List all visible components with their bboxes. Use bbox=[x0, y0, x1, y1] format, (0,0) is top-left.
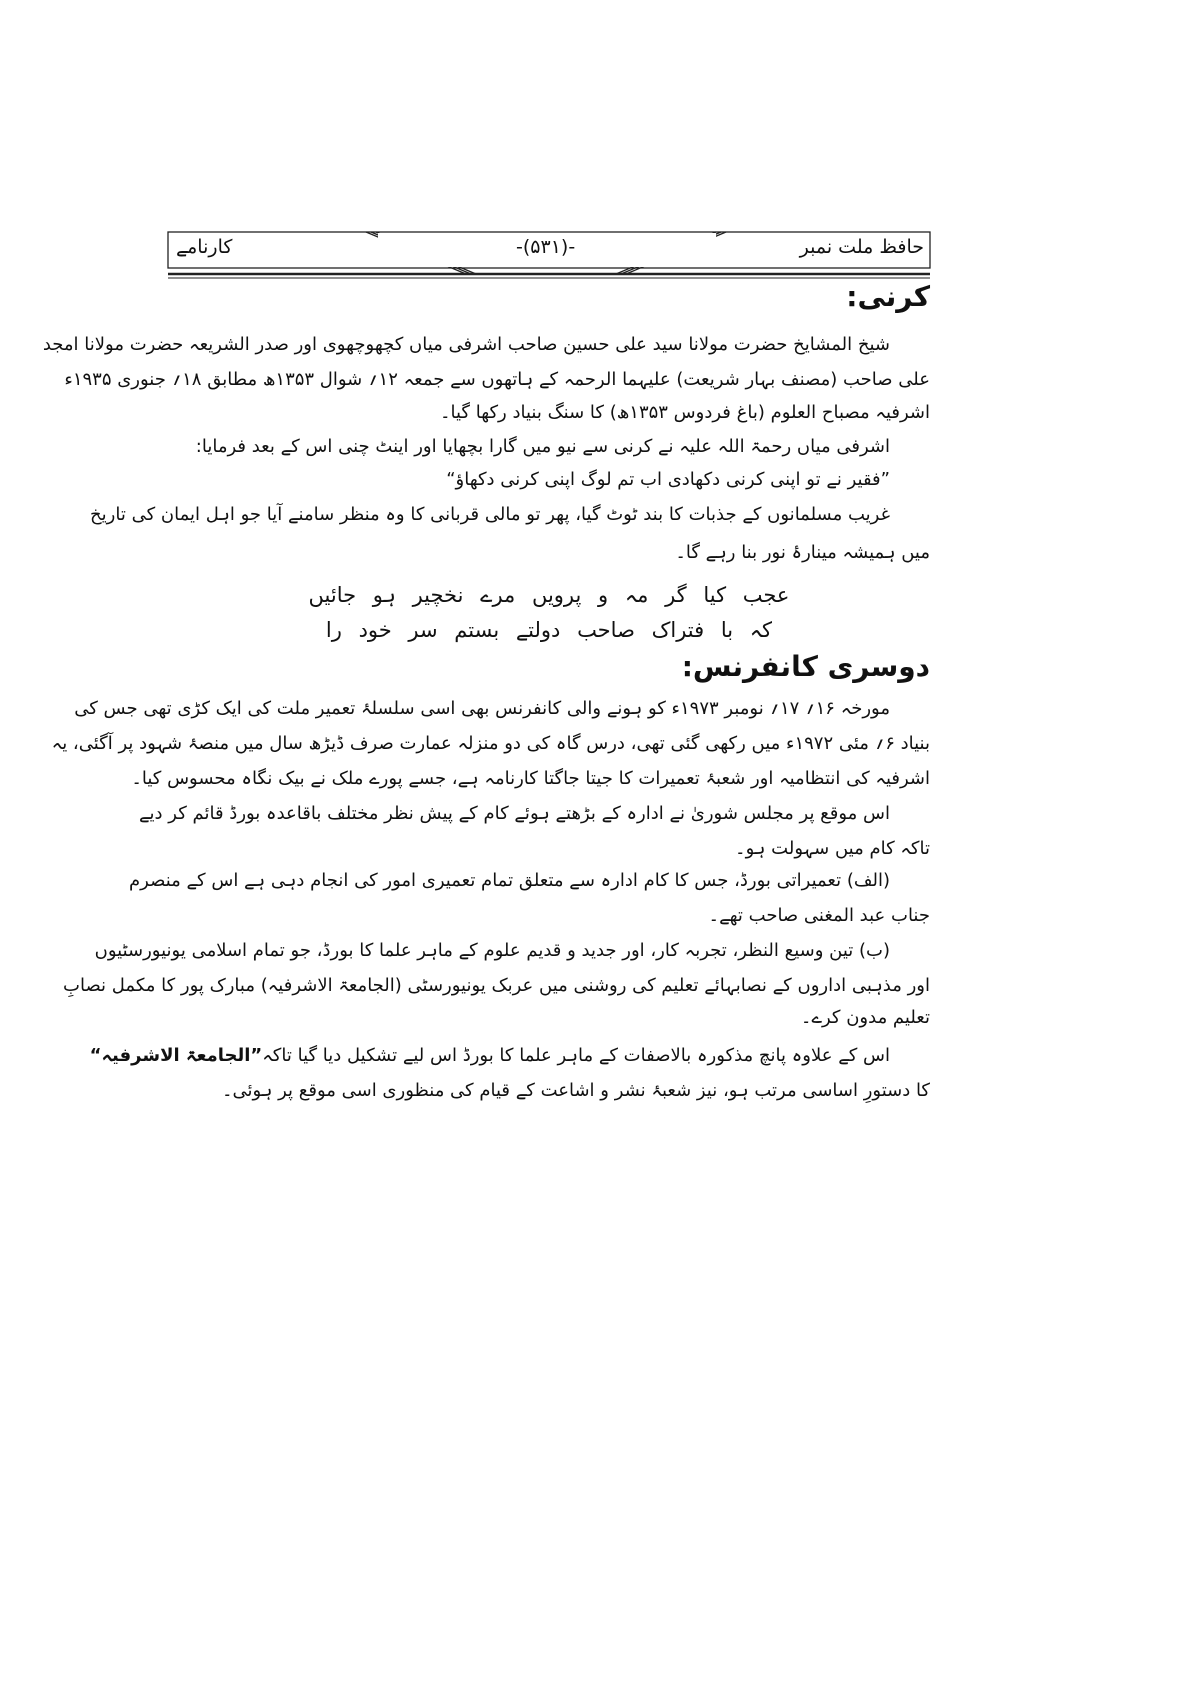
body-line: اور مذہبی اداروں کے نصابہائے تعلیم کی روشنی میں عربک یونیورسٹی (الجامعۃ الاشرفیہ) مبارک پور کا مکمل نصابِ bbox=[63, 975, 930, 996]
body-line: اس موقع پر مجلس شوریٰ نے ادارہ کے بڑھتے ہوئے کام کے پیش نظر مختلف باقاعدہ بورڈ قائم کر دیے bbox=[138, 803, 890, 824]
emphasized-institution-name: ”الجامعۃ الاشرفیہ“ bbox=[89, 1045, 263, 1066]
body-line: تعلیم مدون کرے۔ bbox=[800, 1007, 930, 1028]
body-line: جناب عبد المغنی صاحب تھے۔ bbox=[708, 905, 930, 926]
section-heading: دوسری کانفرنس: bbox=[681, 650, 930, 683]
body-line: شیخ المشایخ حضرت مولانا سید علی حسین صاحب اشرفی میاں کچھوچھوی اور صدر الشریعہ حضرت مولانا امجد bbox=[42, 334, 890, 355]
page-number: -(۵۳۱)- bbox=[516, 236, 576, 258]
body-line: (الف) تعمیراتی بورڈ، جس کا کام ادارہ سے متعلق تمام تعمیری امور کی انجام دہی ہے اس کے منصرم bbox=[129, 870, 890, 891]
verse-line: عجب کیا گر مہ و پرویں مرے نخچیر ہو جائیں bbox=[308, 583, 790, 607]
body-line: (ب) تین وسیع النظر، تجربہ کار، اور جدید و قدیم علوم کے ماہر علما کا بورڈ، جو تمام اسلامی یونیورسٹیوں bbox=[94, 940, 890, 961]
section-heading: کرنی: bbox=[846, 280, 930, 313]
body-line: اشرفیہ کی انتظامیہ اور شعبۂ تعمیرات کا جیتا جاگتا کارنامہ ہے، جسے پورے ملک نے بیک نگاہ محسوس کیا۔ bbox=[131, 768, 930, 789]
verse-line: کہ با فتراک صاحب دولتے بستم سر خود را bbox=[325, 618, 773, 642]
body-line: میں ہمیشہ مینارۂ نور بنا رہے گا۔ bbox=[675, 542, 930, 563]
running-header bbox=[166, 228, 932, 280]
body-line: غریب مسلمانوں کے جذبات کا بند ٹوٹ گیا، پھر تو مالی قربانی کا وہ منظر سامنے آیا جو اہل ایمان کی تاریخ bbox=[90, 504, 890, 525]
body-line: تاکہ کام میں سہولت ہو۔ bbox=[735, 838, 930, 859]
body-line: اشرفی میاں رحمۃ اللہ علیہ نے کرنی سے نیو میں گارا بچھایا اور اینٹ چنی اس کے بعد فرمایا: bbox=[195, 436, 890, 457]
body-line: اشرفیہ مصباح العلوم (باغ فردوس ۱۳۵۳ھ) کا سنگ بنیاد رکھا گیا۔ bbox=[439, 402, 930, 423]
body-line: علی صاحب (مصنف بہار شریعت) علیہما الرحمہ کے ہاتھوں سے جمعہ ۱۲؍ شوال ۱۳۵۳ھ مطابق ۱۸؍ جنوری ۱۹۳۵ء bbox=[64, 369, 930, 390]
body-line: بنیاد ۶؍ مئی ۱۹۷۲ء میں رکھی گئی تھی، درس گاہ کی دو منزلہ عمارت صرف ڈیڑھ سال میں منصۂ شہود پر آگئی، یہ bbox=[51, 733, 930, 754]
header-chapter-title: کارنامے bbox=[176, 236, 233, 258]
body-line-with-emphasis bbox=[89, 1041, 930, 1071]
body-text: اس کے علاوہ پانچ مذکورہ بالاصفات کے ماہر علما کا بورڈ اس لیے تشکیل دیا گیا تاکہ bbox=[262, 1045, 890, 1066]
body-line: مورخہ ۱۶؍ ۱۷؍ نومبر ۱۹۷۳ء کو ہونے والی کانفرنس بھی اسی سلسلۂ تعمیر ملت کی ایک کڑی تھی جس کی bbox=[74, 698, 890, 719]
quote-line: ”فقیر نے تو اپنی کرنی دکھادی اب تم لوگ اپنی کرنی دکھاؤ“ bbox=[446, 469, 890, 490]
body-line: کا دستورِ اساسی مرتب ہو، نیز شعبۂ نشر و اشاعت کے قیام کی منظوری اسی موقع پر ہوئی۔ bbox=[221, 1080, 930, 1101]
header-book-title: حافظ ملت نمبر bbox=[799, 236, 924, 258]
